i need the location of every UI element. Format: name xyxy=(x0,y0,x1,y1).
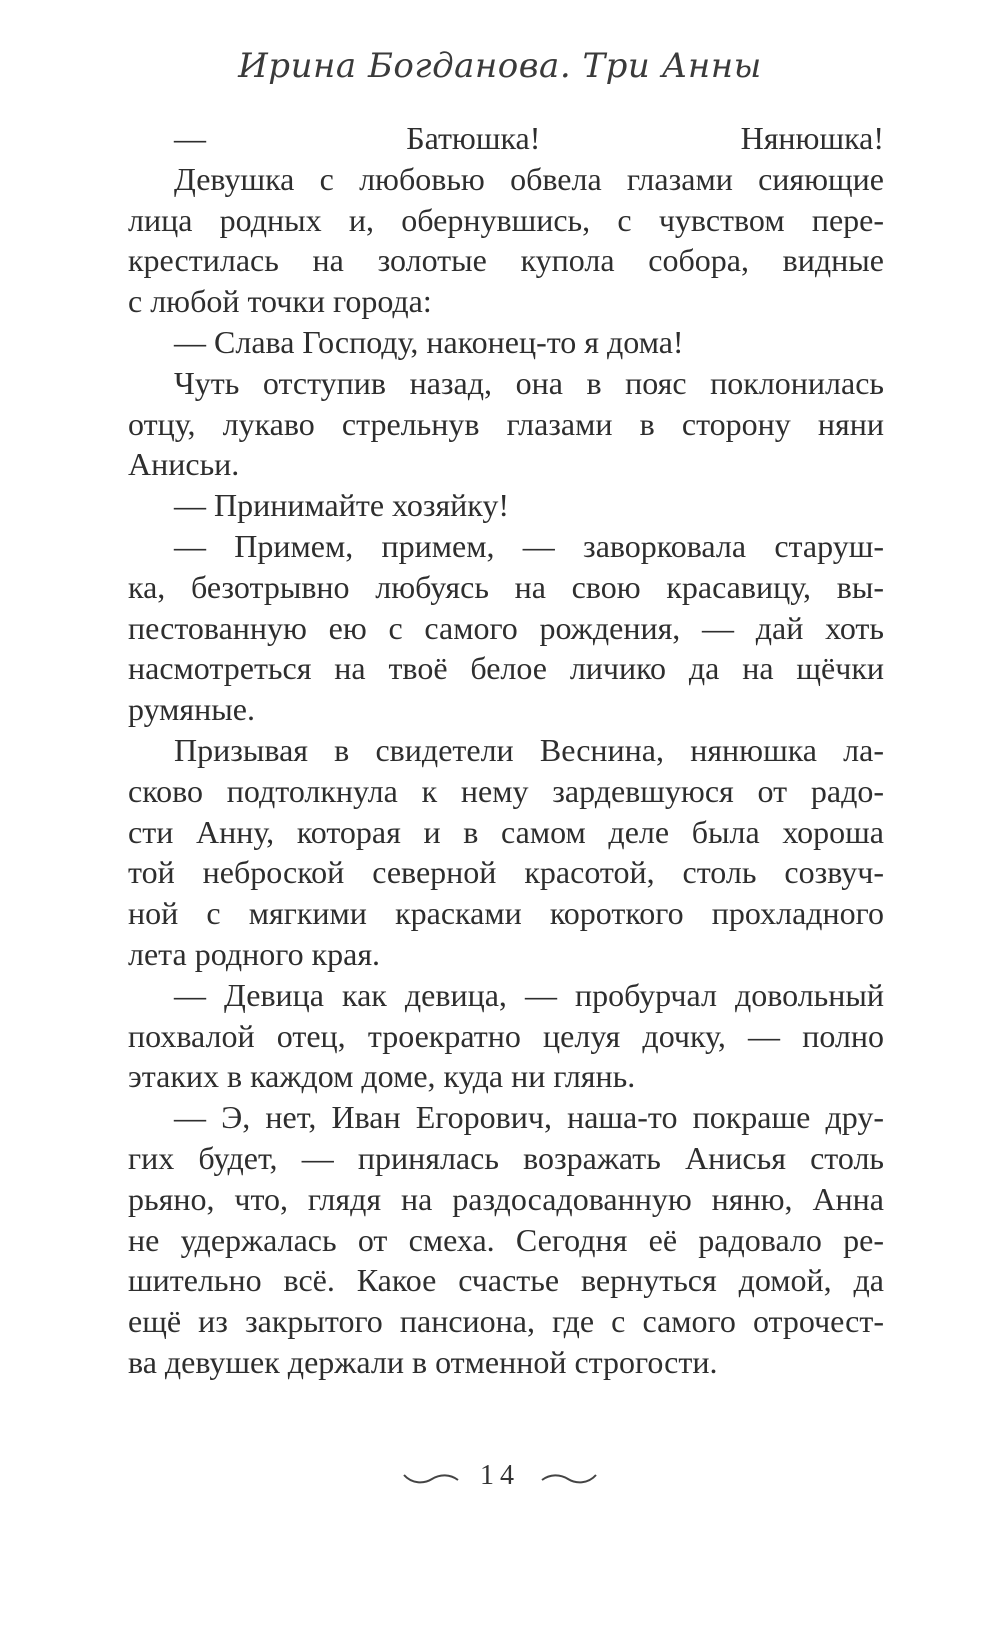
text-line: гих будет, — принялась возражать Анисья столь xyxy=(128,1139,884,1176)
page-number: 14 xyxy=(480,1460,520,1491)
text-line: румяные. xyxy=(128,691,255,728)
page-footer xyxy=(0,1460,1000,1492)
text-line: ка, безотрывно любуясь на свою красавицу, вы- xyxy=(128,568,884,605)
right-ornament-icon xyxy=(540,1470,598,1486)
text-line: — Слава Господу, наконец-то я дома! xyxy=(174,323,684,360)
text-line: не удержалась от смеха. Сегодня её радовало ре- xyxy=(128,1221,884,1258)
text-line: этаких в каждом доме, куда ни глянь. xyxy=(128,1058,636,1095)
text-line: сти Анну, которая и в самом деле была хороша xyxy=(128,813,884,850)
text-line: насмотреться на твоё белое личико да на щёчки xyxy=(128,650,884,687)
text-line: — Принимайте хозяйку! xyxy=(174,487,510,524)
running-header-title: Ирина Богданова. Три Анны xyxy=(238,46,762,86)
text-line: Анисьи. xyxy=(128,446,240,483)
text-line: лица родных и, обернувшись, с чувством пере- xyxy=(128,201,884,238)
text-line: рьяно, что, глядя на раздосадованную няню, Анна xyxy=(128,1180,884,1217)
text-line: — Батюшка! Нянюшка! xyxy=(174,120,884,156)
text-line: с любой точки города: xyxy=(128,283,432,320)
text-line: — Девица как девица, — пробурчал довольный xyxy=(174,976,884,1013)
text-line: сково подтолкнула к нему зардевшуюся от радо- xyxy=(128,772,884,809)
text-line: отцу, лукаво стрельнув глазами в сторону няни xyxy=(128,405,884,442)
page-body-text xyxy=(128,118,884,1383)
text-line: Девушка с любовью обвела глазами сияющие xyxy=(174,160,884,197)
text-line: той неброской северной красотой, столь созвуч- xyxy=(128,854,884,891)
text-line: — Э, нет, Иван Егорович, наша-то покраше дру- xyxy=(174,1099,884,1136)
text-line: Призывая в свидетели Веснина, нянюшка ла- xyxy=(174,731,884,768)
text-line: — Примем, примем, — заворковала старуш- xyxy=(174,527,884,564)
text-line: похвалой отец, троекратно целуя дочку, — полно xyxy=(128,1017,884,1054)
text-line: ещё из закрытого пансиона, где с самого отрочест- xyxy=(128,1303,884,1340)
text-line: ва девушек держали в отменной строгости. xyxy=(128,1343,718,1380)
text-line: лета родного края. xyxy=(128,935,381,972)
left-ornament-icon xyxy=(402,1470,460,1486)
text-line: шительно всё. Какое счастье вернуться домой, да xyxy=(128,1262,884,1299)
text-line: пестованную ею с самого рождения, — дай хоть xyxy=(128,609,884,646)
text-line: Чуть отступив назад, она в пояс поклонилась xyxy=(174,364,884,401)
text-line: крестилась на золотые купола собора, видные xyxy=(128,242,884,279)
text-line: ной с мягкими красками короткого прохладного xyxy=(128,895,884,932)
